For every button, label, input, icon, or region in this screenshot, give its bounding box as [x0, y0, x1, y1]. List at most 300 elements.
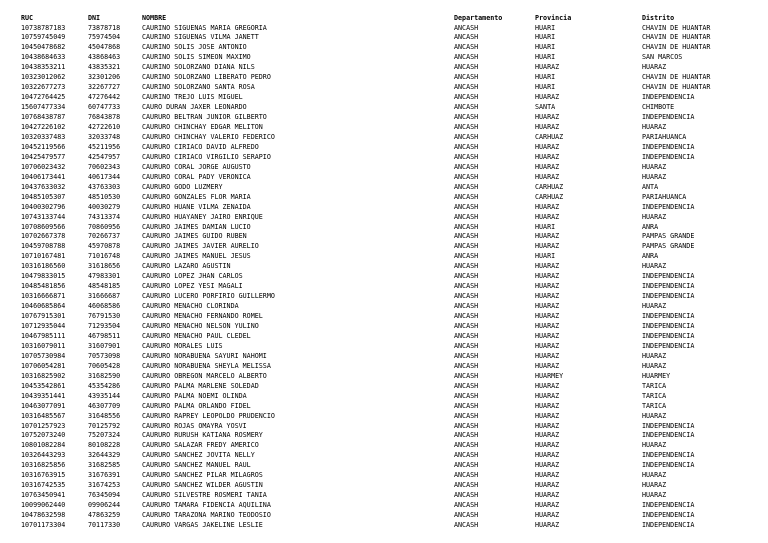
- cell-provincia: HUARAZ: [535, 391, 560, 400]
- cell-provincia: HUARI: [535, 83, 556, 92]
- cell-provincia: HUARAZ: [535, 471, 560, 480]
- cell-provincia: HUARAZ: [535, 63, 560, 72]
- column-header-nombre: NOMBRE: [142, 14, 167, 22]
- cell-provincia: HUARAZ: [535, 331, 560, 340]
- cell-dni: 43835321: [88, 63, 121, 72]
- cell-distrito: INDEPENDENCIA: [642, 331, 695, 340]
- cell-departamento: ANCASH: [454, 501, 479, 510]
- cell-provincia: HUARAZ: [535, 521, 560, 529]
- cell-distrito: CHAVIN DE HUANTAR: [642, 83, 711, 92]
- cell-dni: 71016748: [88, 252, 121, 261]
- cell-departamento: ANCASH: [454, 282, 479, 291]
- cell-departamento: ANCASH: [454, 172, 479, 181]
- table-row: [0, 332, 768, 341]
- cell-distrito: CHAVIN DE HUANTAR: [642, 23, 711, 32]
- cell-ruc: 10705730984: [21, 351, 66, 360]
- cell-nombre: CAURURO RAPREY LEOPOLDO PRUDENCIO: [142, 411, 275, 420]
- cell-departamento: ANCASH: [454, 471, 479, 480]
- cell-provincia: HUARAZ: [535, 302, 560, 311]
- cell-nombre: CAURURO CIRIACO DAVID ALFREDO: [142, 142, 259, 151]
- cell-provincia: HUARI: [535, 252, 556, 261]
- cell-dni: 31676391: [88, 471, 121, 480]
- cell-dni: 76791530: [88, 312, 121, 321]
- table-row: [0, 53, 768, 62]
- cell-distrito: TARICA: [642, 401, 667, 410]
- table-row: [0, 372, 768, 381]
- cell-nombre: CAURURO LUCERO PORFIRIO GUILLERMO: [142, 292, 275, 301]
- cell-departamento: ANCASH: [454, 222, 479, 231]
- cell-distrito: INDEPENDENCIA: [642, 521, 695, 529]
- cell-distrito: ANTA: [642, 182, 659, 191]
- cell-nombre: CAURURO CORAL PADY VERONICA: [142, 172, 251, 181]
- table-row: [0, 302, 768, 311]
- cell-nombre: CAURINO SIGUEÑAS VILMA JANETT: [142, 33, 259, 42]
- cell-ruc: 10701257923: [21, 421, 66, 430]
- cell-departamento: ANCASH: [454, 23, 479, 32]
- cell-distrito: ANRA: [642, 252, 659, 261]
- cell-ruc: 10099062440: [21, 501, 66, 510]
- table-row: [0, 252, 768, 261]
- cell-ruc: 10478632598: [21, 511, 66, 520]
- cell-provincia: SANTA: [535, 103, 556, 112]
- cell-ruc: 10743133744: [21, 212, 66, 221]
- cell-dni: 47863259: [88, 511, 121, 520]
- cell-provincia: HUARAZ: [535, 511, 560, 520]
- cell-departamento: ANCASH: [454, 252, 479, 261]
- column-header-provincia: Provincia: [535, 14, 572, 22]
- cell-departamento: ANCASH: [454, 491, 479, 500]
- cell-nombre: CAURURO ROJAS OMAYRA YOSVI: [142, 421, 247, 430]
- cell-distrito: HUARAZ: [642, 481, 667, 490]
- cell-nombre: CAURURO CORAL JORGE AUGUSTO: [142, 162, 251, 171]
- cell-ruc: 10485105307: [21, 192, 66, 201]
- cell-departamento: ANCASH: [454, 33, 479, 42]
- cell-dni: 42722610: [88, 123, 121, 131]
- cell-provincia: HUARAZ: [535, 262, 560, 271]
- cell-distrito: PARIAHUANCA: [642, 192, 687, 201]
- cell-nombre: CAURURO HUANE VILMA ZENAIDA: [142, 202, 251, 211]
- cell-nombre: CAURURO CHINCHAY VALERIO FEDERICO: [142, 132, 275, 141]
- cell-departamento: ANCASH: [454, 322, 479, 330]
- cell-ruc: 10453542861: [21, 381, 66, 390]
- cell-ruc: 10472764425: [21, 93, 66, 102]
- cell-departamento: ANCASH: [454, 182, 479, 191]
- cell-provincia: HUARAZ: [535, 381, 560, 390]
- cell-nombre: CAURURO MENACHO PAUL CLEDEL: [142, 331, 251, 340]
- cell-distrito: SAN MARCOS: [642, 53, 683, 62]
- cell-provincia: CARHUAZ: [535, 132, 564, 141]
- cell-provincia: HUARAZ: [535, 411, 560, 420]
- cell-ruc: 10439351441: [21, 391, 66, 400]
- cell-ruc: 10450478682: [21, 43, 66, 52]
- cell-nombre: CAURURO JAIMES GUIDO RUBEN: [142, 232, 247, 241]
- cell-ruc: 10701173304: [21, 521, 66, 529]
- table-row: [0, 471, 768, 480]
- table-row: [0, 43, 768, 52]
- cell-departamento: ANCASH: [454, 63, 479, 72]
- table-row: [0, 511, 768, 520]
- cell-dni: 47276442: [88, 93, 121, 102]
- cell-nombre: CAURURO JAIMES JAVIER AURELIO: [142, 242, 259, 251]
- cell-provincia: HUARAZ: [535, 93, 560, 102]
- cell-provincia: HUARAZ: [535, 212, 560, 221]
- cell-dni: 75974504: [88, 33, 121, 42]
- cell-ruc: 10763450941: [21, 491, 66, 500]
- cell-departamento: ANCASH: [454, 331, 479, 340]
- cell-departamento: ANCASH: [454, 411, 479, 420]
- table-row: [0, 203, 768, 212]
- cell-distrito: HUARAZ: [642, 63, 667, 72]
- cell-dni: 70125792: [88, 421, 121, 430]
- cell-dni: 47983301: [88, 272, 121, 281]
- cell-departamento: ANCASH: [454, 152, 479, 161]
- cell-dni: 32033748: [88, 132, 121, 141]
- cell-nombre: CAURINO SOLORZANO DIANA NILS: [142, 63, 255, 72]
- cell-distrito: INDEPENDENCIA: [642, 322, 695, 330]
- cell-nombre: CAURURO GODO LUZMERY: [142, 182, 223, 191]
- table-row: [0, 33, 768, 42]
- cell-dni: 31682585: [88, 461, 121, 470]
- cell-provincia: HUARAZ: [535, 282, 560, 291]
- cell-ruc: 10485481856: [21, 282, 66, 291]
- cell-ruc: 10316186560: [21, 262, 66, 271]
- cell-ruc: 10460685864: [21, 302, 66, 311]
- cell-provincia: HUARAZ: [535, 162, 560, 171]
- cell-departamento: ANCASH: [454, 521, 479, 529]
- cell-nombre: CAURURO TARAZONA MARINO TEODOSIO: [142, 511, 271, 520]
- cell-distrito: HUARAZ: [642, 262, 667, 271]
- cell-dni: 45047868: [88, 43, 121, 52]
- cell-nombre: CAURINO SOLORZANO LIBERATO PEDRO: [142, 73, 271, 82]
- cell-departamento: ANCASH: [454, 341, 479, 350]
- cell-nombre: CAURURO CIRIACO VIRGILIO SERAPIO: [142, 152, 271, 161]
- cell-dni: 45354286: [88, 381, 121, 390]
- cell-distrito: INDEPENDENCIA: [642, 312, 695, 321]
- cell-departamento: ANCASH: [454, 441, 479, 450]
- cell-distrito: HUARAZ: [642, 471, 667, 480]
- cell-distrito: INDEPENDENCIA: [642, 431, 695, 440]
- cell-distrito: HUARAZ: [642, 123, 667, 131]
- cell-distrito: INDEPENDENCIA: [642, 202, 695, 211]
- cell-nombre: CAURURO VARGAS JAKELINE LESLIE: [142, 521, 263, 529]
- cell-dni: 70860956: [88, 222, 121, 231]
- cell-dni: 76843878: [88, 113, 121, 122]
- cell-ruc: 10708609566: [21, 222, 66, 231]
- cell-distrito: PAMPAS GRANDE: [642, 232, 695, 241]
- cell-dni: 48510530: [88, 192, 121, 201]
- cell-provincia: HUARAZ: [535, 172, 560, 181]
- cell-departamento: ANCASH: [454, 401, 479, 410]
- cell-dni: 32644329: [88, 451, 121, 460]
- cell-provincia: HUARAZ: [535, 421, 560, 430]
- cell-dni: 71293504: [88, 322, 121, 330]
- cell-provincia: CARHUAZ: [535, 192, 564, 201]
- cell-ruc: 10425479577: [21, 152, 66, 161]
- cell-departamento: ANCASH: [454, 212, 479, 221]
- cell-nombre: CAURURO SANCHEZ PILAR MILAGROS: [142, 471, 263, 480]
- cell-departamento: ANCASH: [454, 83, 479, 92]
- cell-ruc: 10801082284: [21, 441, 66, 450]
- cell-distrito: HUARAZ: [642, 361, 667, 370]
- cell-nombre: CAURURO SILVESTRE ROSMERI TANIA: [142, 491, 267, 500]
- cell-nombre: CAURINO SOLIS SIMEON MAXIMO: [142, 53, 251, 62]
- cell-ruc: 10320337483: [21, 132, 66, 141]
- table-row: [0, 153, 768, 162]
- cell-nombre: CAURURO LOPEZ YESI MAGALI: [142, 282, 243, 291]
- cell-departamento: ANCASH: [454, 202, 479, 211]
- cell-distrito: INDEPENDENCIA: [642, 272, 695, 281]
- cell-ruc: 10316485567: [21, 411, 66, 420]
- cell-distrito: INDEPENDENCIA: [642, 282, 695, 291]
- cell-departamento: ANCASH: [454, 421, 479, 430]
- cell-provincia: HUARAZ: [535, 152, 560, 161]
- table-row: [0, 163, 768, 172]
- cell-dni: 46068586: [88, 302, 121, 311]
- cell-distrito: INDEPENDENCIA: [642, 421, 695, 430]
- table-row: [0, 461, 768, 470]
- table-row: [0, 123, 768, 132]
- cell-departamento: ANCASH: [454, 103, 479, 112]
- cell-distrito: CHAVIN DE HUANTAR: [642, 73, 711, 82]
- cell-distrito: CHAVIN DE HUANTAR: [642, 43, 711, 52]
- cell-nombre: CAURURO TAMARA FIDENCIA AQUILINA: [142, 501, 271, 510]
- cell-distrito: HUARAZ: [642, 302, 667, 311]
- cell-departamento: ANCASH: [454, 312, 479, 321]
- cell-nombre: CAURURO GONZALES FLOR MARIA: [142, 192, 251, 201]
- cell-nombre: CAURURO LOPEZ JHAN CARLOS: [142, 272, 243, 281]
- cell-departamento: ANCASH: [454, 123, 479, 131]
- cell-provincia: HUARAZ: [535, 361, 560, 370]
- cell-dni: 74313374: [88, 212, 121, 221]
- table-row: [0, 83, 768, 92]
- cell-ruc: 10438684633: [21, 53, 66, 62]
- cell-departamento: ANCASH: [454, 93, 479, 102]
- table-row: [0, 242, 768, 251]
- cell-nombre: CAURURO NORABUENA SAYURI NAHOMI: [142, 351, 267, 360]
- table-row: [0, 392, 768, 401]
- cell-nombre: CAURURO CHINCHAY EDGAR MELITON: [142, 123, 263, 131]
- cell-departamento: ANCASH: [454, 142, 479, 151]
- cell-provincia: HUARI: [535, 33, 556, 42]
- cell-dni: 09906244: [88, 501, 121, 510]
- table-row: [0, 93, 768, 102]
- cell-distrito: HUARAZ: [642, 411, 667, 420]
- cell-distrito: ANRA: [642, 222, 659, 231]
- cell-provincia: HUARI: [535, 23, 556, 32]
- cell-ruc: 10316825856: [21, 461, 66, 470]
- cell-nombre: CAURINO SOLORZANO SANTA ROSA: [142, 83, 255, 92]
- cell-dni: 48548185: [88, 282, 121, 291]
- cell-ruc: 10706023432: [21, 162, 66, 171]
- table-row: [0, 402, 768, 411]
- cell-departamento: ANCASH: [454, 461, 479, 470]
- cell-dni: 32301206: [88, 73, 121, 82]
- cell-ruc: 10712935044: [21, 322, 66, 330]
- cell-provincia: HUARAZ: [535, 312, 560, 321]
- cell-nombre: CAURURO MENACHO NELSON YULIÑO: [142, 322, 259, 330]
- cell-departamento: ANCASH: [454, 272, 479, 281]
- table-row: [0, 193, 768, 202]
- table-row: [0, 491, 768, 500]
- cell-provincia: CARHUAZ: [535, 182, 564, 191]
- cell-nombre: CAURURO JAIMES DAMIAN LUCIO: [142, 222, 251, 231]
- cell-distrito: INDEPENDENCIA: [642, 292, 695, 301]
- cell-provincia: HUARI: [535, 53, 556, 62]
- table-row: [0, 501, 768, 510]
- cell-ruc: 15607477334: [21, 103, 66, 112]
- cell-ruc: 10452119566: [21, 142, 66, 151]
- table-row: [0, 342, 768, 351]
- table-row: [0, 232, 768, 241]
- column-header-ruc: RUC: [21, 14, 34, 22]
- cell-departamento: ANCASH: [454, 113, 479, 122]
- cell-distrito: HUARMEY: [642, 371, 671, 380]
- cell-nombre: CAURURO SANCHEZ JOVITA NELLY: [142, 451, 255, 460]
- cell-departamento: ANCASH: [454, 232, 479, 241]
- cell-ruc: 10768438787: [21, 113, 66, 122]
- cell-dni: 45211956: [88, 142, 121, 151]
- cell-departamento: ANCASH: [454, 391, 479, 400]
- cell-nombre: CAURURO JAIMES MANUEL JESUS: [142, 252, 251, 261]
- cell-dni: 70605428: [88, 361, 121, 370]
- table-row: [0, 312, 768, 321]
- cell-dni: 42547957: [88, 152, 121, 161]
- table-row: [0, 183, 768, 192]
- cell-nombre: CAURURO PALMA ORLANDO FIDEL: [142, 401, 251, 410]
- cell-ruc: 10459708788: [21, 242, 66, 251]
- cell-distrito: INDEPENDENCIA: [642, 152, 695, 161]
- table-row: [0, 352, 768, 361]
- cell-nombre: CAURURO SANCHEZ WILDER AGUSTIN: [142, 481, 263, 490]
- cell-distrito: CHAVIN DE HUANTAR: [642, 33, 711, 42]
- cell-departamento: ANCASH: [454, 192, 479, 201]
- cell-provincia: HUARAZ: [535, 451, 560, 460]
- cell-provincia: HUARAZ: [535, 351, 560, 360]
- cell-ruc: 10738787183: [21, 23, 66, 32]
- cell-dni: 31674253: [88, 481, 121, 490]
- cell-distrito: HUARAZ: [642, 172, 667, 181]
- cell-provincia: HUARAZ: [535, 481, 560, 490]
- cell-distrito: INDEPENDENCIA: [642, 501, 695, 510]
- cell-ruc: 10467985111: [21, 331, 66, 340]
- cell-distrito: HUARAZ: [642, 491, 667, 500]
- cell-ruc: 10706054281: [21, 361, 66, 370]
- cell-distrito: INDEPENDENCIA: [642, 461, 695, 470]
- cell-dni: 31607901: [88, 341, 121, 350]
- cell-ruc: 10326443293: [21, 451, 66, 460]
- cell-nombre: CAURO DURAN JAXER LEONARDO: [142, 103, 247, 112]
- table-row: [0, 262, 768, 271]
- cell-ruc: 10710167481: [21, 252, 66, 261]
- cell-provincia: HUARAZ: [535, 401, 560, 410]
- cell-dni: 60747733: [88, 103, 121, 112]
- cell-ruc: 10316825902: [21, 371, 66, 380]
- cell-distrito: CHIMBOTE: [642, 103, 675, 112]
- cell-nombre: CAURURO PALMA MARLENE SOLEDAD: [142, 381, 259, 390]
- cell-departamento: ANCASH: [454, 431, 479, 440]
- cell-distrito: HUARAZ: [642, 351, 667, 360]
- cell-departamento: ANCASH: [454, 451, 479, 460]
- cell-distrito: HUARAZ: [642, 162, 667, 171]
- cell-provincia: HUARAZ: [535, 123, 560, 131]
- cell-departamento: ANCASH: [454, 481, 479, 490]
- table-row: [0, 362, 768, 371]
- cell-departamento: ANCASH: [454, 292, 479, 301]
- cell-dni: 40617344: [88, 172, 121, 181]
- cell-nombre: CAURINO SOLIS JOSE ANTONIO: [142, 43, 247, 52]
- cell-provincia: HUARAZ: [535, 431, 560, 440]
- cell-nombre: CAURINO SIGUEÑAS MARIA GREGORIA: [142, 23, 267, 32]
- column-header-dni: DNI: [88, 14, 101, 22]
- cell-distrito: HUARAZ: [642, 212, 667, 221]
- table-row: [0, 292, 768, 301]
- cell-provincia: HUARAZ: [535, 501, 560, 510]
- cell-ruc: 10437633032: [21, 182, 66, 191]
- cell-provincia: HUARAZ: [535, 491, 560, 500]
- cell-ruc: 10702667378: [21, 232, 66, 241]
- cell-dni: 46798511: [88, 331, 121, 340]
- column-header-departamento: Departamento: [454, 14, 503, 22]
- table-row: [0, 113, 768, 122]
- cell-departamento: ANCASH: [454, 302, 479, 311]
- cell-departamento: ANCASH: [454, 162, 479, 171]
- cell-provincia: HUARI: [535, 43, 556, 52]
- cell-dni: 70602343: [88, 162, 121, 171]
- cell-ruc: 10323012062: [21, 73, 66, 82]
- cell-departamento: ANCASH: [454, 242, 479, 251]
- table-row: [0, 422, 768, 431]
- cell-ruc: 10463077091: [21, 401, 66, 410]
- table-row: [0, 213, 768, 222]
- cell-ruc: 10316666871: [21, 292, 66, 301]
- cell-ruc: 10406173441: [21, 172, 66, 181]
- cell-nombre: CAURURO SALAZAR FREDY AMERICO: [142, 441, 259, 450]
- cell-provincia: HUARAZ: [535, 322, 560, 330]
- cell-provincia: HUARAZ: [535, 272, 560, 281]
- cell-ruc: 10479833015: [21, 272, 66, 281]
- cell-nombre: CAURINO TREJO LUIS MIGUEL: [142, 93, 243, 102]
- cell-dni: 70573098: [88, 351, 121, 360]
- table-row: [0, 521, 768, 530]
- table-row: [0, 412, 768, 421]
- cell-departamento: ANCASH: [454, 381, 479, 390]
- cell-nombre: CAURURO OBREGON MARCELO ALBERTO: [142, 371, 267, 380]
- cell-dni: 73878718: [88, 23, 121, 32]
- table-row: [0, 481, 768, 490]
- cell-provincia: HUARAZ: [535, 142, 560, 151]
- cell-dni: 32267727: [88, 83, 121, 92]
- cell-distrito: INDEPENDENCIA: [642, 511, 695, 520]
- cell-distrito: TARICA: [642, 391, 667, 400]
- cell-distrito: PARIAHUANCA: [642, 132, 687, 141]
- cell-dni: 31648556: [88, 411, 121, 420]
- cell-provincia: HUARAZ: [535, 292, 560, 301]
- cell-nombre: CAURURO HUAYANEY JAIRO ENRIQUE: [142, 212, 263, 221]
- table-row: [0, 322, 768, 331]
- cell-ruc: 10427226102: [21, 123, 66, 131]
- table-row: [0, 24, 768, 33]
- cell-dni: 31666687: [88, 292, 121, 301]
- cell-nombre: CAURURO LAZARO AGUSTIN: [142, 262, 231, 271]
- cell-nombre: CAURURO NORABUENA SHEYLA MELISSA: [142, 361, 271, 370]
- cell-departamento: ANCASH: [454, 73, 479, 82]
- cell-departamento: ANCASH: [454, 371, 479, 380]
- cell-ruc: 10752073240: [21, 431, 66, 440]
- cell-departamento: ANCASH: [454, 351, 479, 360]
- cell-dni: 80108228: [88, 441, 121, 450]
- cell-dni: 31682590: [88, 371, 121, 380]
- cell-distrito: INDEPENDENCIA: [642, 113, 695, 122]
